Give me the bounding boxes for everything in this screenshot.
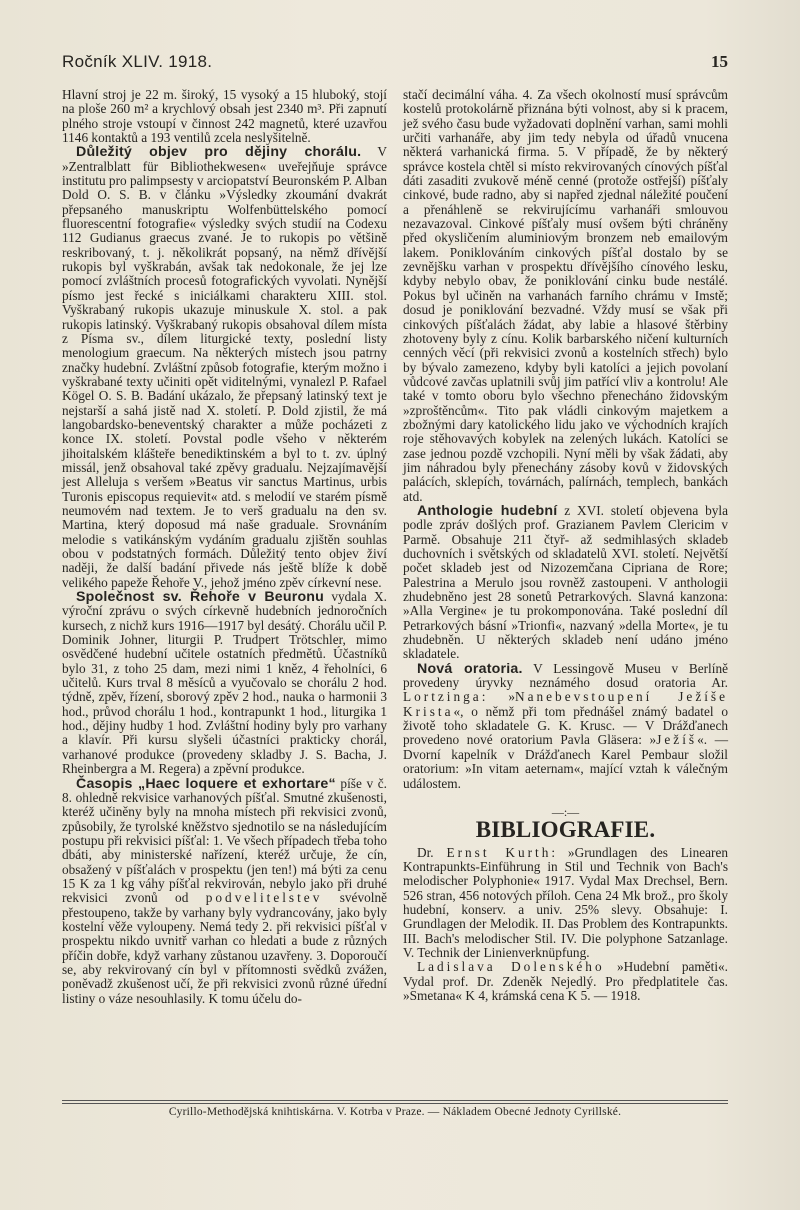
article-haec-loquere [62, 777, 387, 1007]
spaced-text: Lortzinga [403, 689, 482, 705]
article-text: píše v č. 8. ohledně rekvisice varhanových píšťal. Smutné zkušenosti, kteréž učiněny byly na mnoha místech při rekvisici zvonů, způsobily, že tyrolské kněžstvo sjednotilo se na následujícím postupu při rekvisici píšťal: 1. Ve všech případech třeba toho dbáti, aby ministerské nařízení, kteréž určuje, že cín, obsažený v píšťalách v prospektu (jen ten!) má býti za cenu 15 K za 1 kg váhy píšťal rekvirován, nebylo jako při druhé rekvisici zvonů od [62, 775, 387, 906]
article-text: svévolně přestoupeno, takže by varhany byly vydrancovány, jako byly kostelní věže vyloupeny. Nemá tedy 2. při rekvisici píšťal v prospektu nikdo uvnitř varhan co hledati a bude z různých příčin dobře, když varhany zůstanou uzavřeny. 3. Doporoučí se, aby rekvirovaný cín byl v přítomnosti svědků zvážen, poněvadž zkušenost učí, že při rekvisici zvonů různé úřední listiny o váze nesouhlasily. K tomu účelu do- [62, 890, 387, 1006]
article-heading: Nová oratoria. [417, 660, 523, 677]
organ-paragraph: Hlavní stroj je 22 m. široký, 15 vysoký a 15 hluboký, stojí na ploše 260 m² a krychlový obsah jest 2340 m³. Při zapnutí plného stroje vstoupí v činnost 242 magnetů, které uzavřou 1146 kontaktů a 193 ventilů zcela neslyšitelně. [62, 87, 387, 146]
left-column [62, 88, 387, 1006]
footer-rule [62, 1103, 728, 1104]
section-separator: —:— [551, 804, 580, 819]
bibliography-entry-kurth [403, 846, 728, 961]
entry-text: : »Grundlagen des Linearen Kontrapunkts-Einführung in Stil und Technik von Bach's melodischer Polyphonie« 1917. Vydal Max Drechsel, Bern. 526 stran, 456 notových příloh. Cena 24 Mk brož., pro školy hudební, konserv. a univ. 25% slevy. Obsahuje: I. Grundlagen der Melodik. II. Das Problem des Kontrapunkts. III. Bach's melodischer Stil. IV. Die polyphone Satzanlage. V. Technik der Linienverknüpfung. [403, 844, 729, 960]
article-heading: Důležitý objev pro dějiny chorálu. [76, 144, 362, 161]
bibliography-heading: BIBLIOGRAFIE. [475, 817, 656, 843]
spaced-text: Nanebevstoupení Ježíše Krista [403, 689, 729, 719]
article-text: z XVI. století objevena byla podle zpráv došlých prof. Grazianem Pavlem Clericim v Parmě. Obsahuje 211 čtyř- až sedmihlasých skladeb duchovních i světských od skladatelů XVI. století. Největší počet skladeb jest od Nizozemčana Cipriana de Rore; Palestrina a Merulo jsou rovněž zastoupeni. V anthologii zhudebněno jest 28 sonetů Petrarkových. Slavná kanzona: »Alla Vergine« je tu prokomponována. Také poslední díl Petrarkových básní »Trionfi«, nazvaný »della Morte«, je tu zhudebněn. U některých skladeb není udáno jméno skladatele. [403, 502, 728, 662]
article-beuron-society [62, 590, 387, 776]
article-text: «. — Dvorní kapelník v Drážďanech Karel Pembaur složil oratorium: »In vitam aeternam«, mající vztah k válečným událostem. [403, 732, 729, 791]
article-heading: Společnost sv. Řehoře v Beuronu [76, 589, 325, 606]
article-text: «, o němž při tom přednášel známý badatel o životě toho skladatele G. K. Krusc. — V Drážďanech provedeno nové oratorium Pavla Gläsera: » [403, 703, 728, 748]
article-text: : » [481, 689, 515, 705]
volume-label: Ročník XLIV. 1918. [62, 52, 213, 71]
article-continuation: stačí decimální váha. 4. Za všech okolností musí správcům kostelů protokolárně přiznána býti volnost, aby si k pracem, jež svého času bude vyžadovati doplnění varhan, sami mohli určiti varhanáře, aby jim tedy nebyla od úřadů vnucena některá varhanická firma. 5. V případě, že by některý správce kostela chtěl si místo rekvirovaných cínových píšťal dáti zasaditi zvukově méně cenné (protože ostřejší) píšťaly cinkové, bude radno, aby si napřed zjednal náležité poučení a přenáhleně se rekvirujícímu varhanáři smlouvou nezavazoval. Cinkové píšťaly musí ovšem býti chráněny před okysličením aluminiovým bronzem neb emailovým lakem. Poniklováním cinkových píšťal dostalo by se zevnějšku varhan v prospektu dřívějšího cínového lesku, kdyby nebylo obav, že poniklování cinku bude nestálé. Pokus byl učiněn na varhanách farního chrámu v Imstě; dosud je poniklování bezvadné. Vždy musí se však při cinkových píšťalách žádat, aby labie a hlasové štěrbiny zhotoveny byly z cínu. Kolik barbarského ničení kulturních cenných věcí (při rekvisici zvonů a kostelních střech) bylo by bývalo zamezeno, kdyby byli katolíci a jejich povolaní vůdcové zavčas uplatnili svůj jim patřící vliv a kontrolu! Ale také v tomto oboru bylo všechno přenecháno židovským »zproštěncům«. Tito pak vládli cinkovým majetkem a zbožnými dary katolického lidu jako ve východních krajích roje stěhovavých kobylek na zelených lukách. Katolíci se zase jednou pozdě vzchopili. Nyní měli by však žádati, aby jim náhradou byly přenechány zásoby kovů v židovských palácích, sklepích, továrnách, palírnách, templech, bankách atd. [403, 87, 728, 504]
bibliography-entry-dolensky [403, 960, 728, 1003]
spaced-text: Ježíš [656, 732, 698, 748]
entry-text: Dr. [417, 844, 447, 860]
page-number: 15 [711, 52, 728, 71]
entry-text: »Hudební paměti«. Vydal prof. Dr. Zdeněk Nejedlý. Pro předplatitele čas. »Smetana« K 4, krámská cena K 5. — 1918. [403, 959, 729, 1003]
author-name: Ladislava Dolenského [417, 959, 605, 975]
printer-imprint: Cyrillo-Methodějská knihtiskárna. V. Kotrba v Praze. — Nákladem Obecné Jednoty Cyrillské. [168, 1106, 622, 1118]
author-name: Ernst Kurth [446, 844, 552, 860]
article-heading: Anthologie hudební [417, 502, 558, 519]
footer-rule [62, 1100, 728, 1101]
running-header [62, 52, 728, 76]
article-new-oratorios [403, 662, 728, 791]
article-choral-discovery [62, 145, 387, 590]
right-column [403, 88, 728, 1003]
spaced-text: podvelitelstev [205, 890, 323, 906]
article-text: V Lessingově Museu v Berlíně provedeny úryvky neznámého dosud oratoria Ar. [403, 660, 728, 691]
article-heading: Časopis „Haec loquere et exhortare“ [76, 775, 336, 792]
article-text: vydala X. výroční zprávu o svých církevně hudebních jednoročních kursech, z nichž kurs 1916—1917 byl desátý. Chorálu učil P. Dominik Johner, liturgii P. Trudpert Trötschler, mimo osvědčené hudební učitele ostatních předmětů. Účastníků bylo 31, z toho 25 dam, mezi nimi 1 kněz, 4 řeholníci, 6 učitelů. Kurs trval 8 měsíců a vyučovalo se chorálu 2 hod. týdně, zpěv, řízení, sborový zpěv 2 hod., nauka o harmonii 3 hod., průvod chorálu 1 hod., kontrapunkt 1 hod., liturgika 1 hod., dějiny hudby 1 hod. Zvláštní hodiny byly pro varhany a klavír. Při kursu slyšeli účastníci prakticky chorál, varhanové produkce (provedeny skladby J. S. Bacha, J. Rheinbergra a M. Regera) a zpěvní produkce. [62, 589, 387, 777]
article-anthology [403, 504, 728, 662]
article-text: V »Zentralblatt für Bibliothekwesen« uveřejňuje správce institutu pro palimpsesty v arciopatství Beuronském P. Alban Dold O. S. B. v článku »Výsledky zkoumání dvakrát přepsaného manuskriptu Wolfenbüttelského pomocí fluorescentní fotografie« výsledky svých studií na Codexu 112 Gudianus graecus zvané. Je to rukopis po většině reskribovaný, t. j. několikrát popsaný, na němž dřívější rukopis byl vyškrabán, avšak tak nedokonale, že jej lze pomocí zvláštních procesů fotografických vyvolati. Nynější písmo jest řecké s iniciálkami charakteru XIII. stol. Vyškrabaný rukopis ukazuje minuskule X. stol. a pak rukopis latinský. Vyškrabaný rukopis obsahoval dílem místa z Písma sv., dílem liturgické texty, poslední listy menologium graecum. Na některých místech jsou patrny značky hudební. Zvláštní způsob fotografie, kterým možno i vyškrabané texty učiniti opět viditelnými, vynalezl P. Rafael Kögel O. S. B. Badání ukázalo, že přepsaný latinský text je nejstarší a sahá jistě nad X. století. P. Dold zjistil, že má langobardsko-beneventský charakter a může pocházeti z konce IX. století. Povstal podle všeho v některém jihoitalském klášteře benediktinském a byl to t. zv. úplný missál, jenž obsahoval také zpěvy gradualu. Nejzajímavější jest Alleluja s veršem »Beatus vir sanctus Martinus, urbis Turonis episcopus requievit« atd. s melodií ve starém písmě neumovém nad textem. Je to verš gradualu na den sv. Martina, který doposud má naše graduale. Srovnáním melodie s vatikánským vydáním gradualu zjištěn souhlas obou v podstatných formách. Důležitý tento objev živí naději, že další badání přivede nás ještě blíže k době velikého papeže Řehoře V., jehož jméno zpěv církevní nese. [62, 144, 388, 590]
